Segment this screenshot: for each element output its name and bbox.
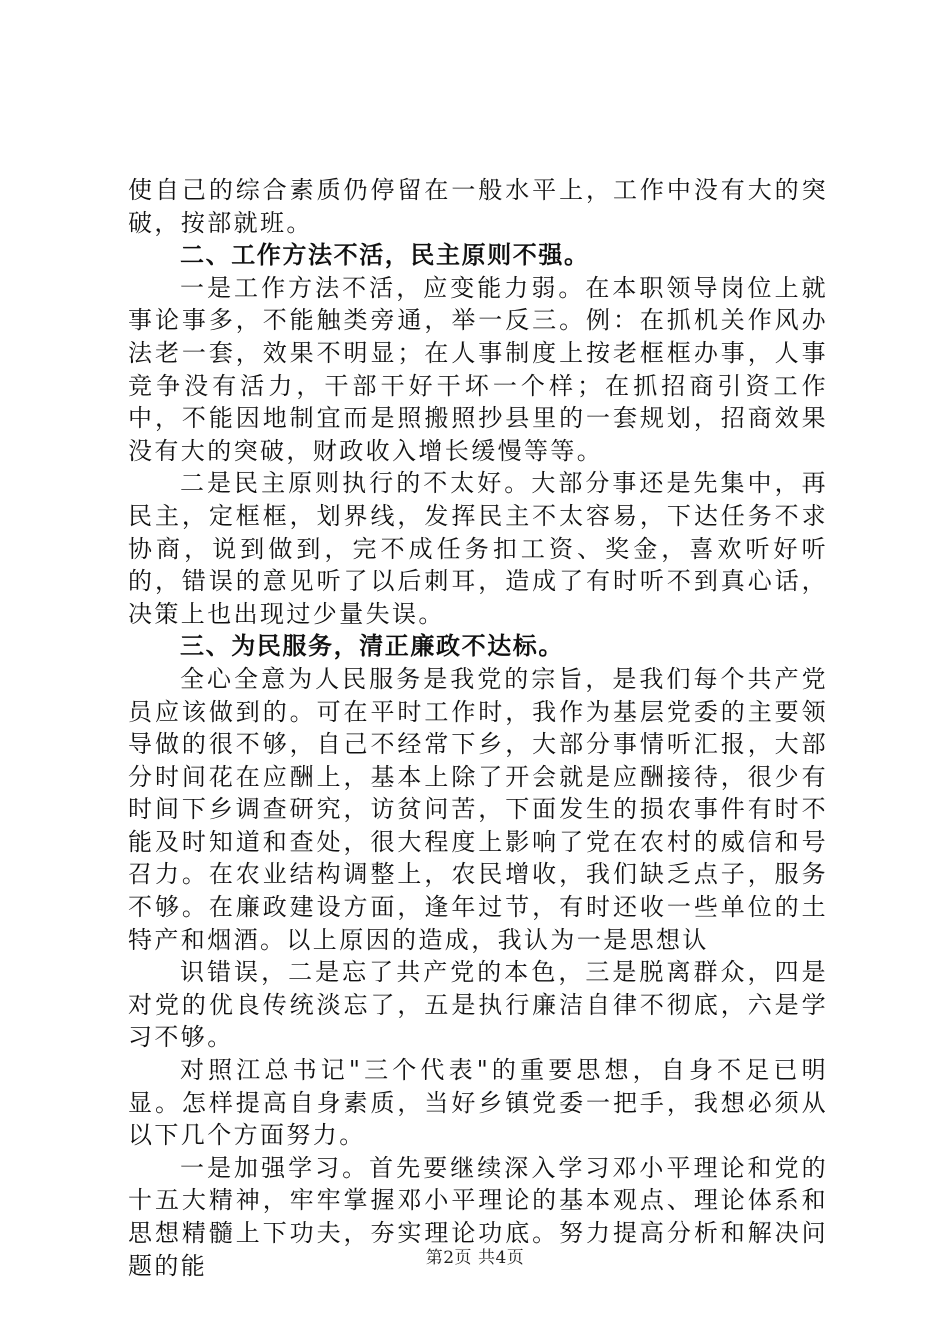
- body-paragraph-3: 一是工作方法不活，应变能力弱。在本职领导岗位上就事论事多，不能触类旁通，举一反三。例：在抓机关作风办法老一套，效果不明显；在人事制度上按老框框办事，人事竞争没有活力，干部干好干坏一个样；在抓招商引资工作中，不能因地制宜而是照搬照抄县里的一套规划，招商效果没有大的突破，财政收入增长缓慢等等。: [128, 273, 828, 465]
- page-number-footer: 第2页 共4页: [425, 1248, 525, 1268]
- section-heading-2: 二、工作方法不活，民主原则不强。: [180, 241, 590, 270]
- body-paragraph-9: 一是加强学习。首先要继续深入学习邓小平理论和党的十五大精神，牢牢掌握邓小平理论的基本观点、理论体系和思想精髓上下功夫，夯实理论功底。努力提高分析和解决问题的能: [128, 1153, 828, 1280]
- body-paragraph-8: 对照江总书记"三个代表"的重要思想，自身不足已明显。怎样提高自身素质，当好乡镇党委一把手，我想必须从以下几个方面努力。: [128, 1056, 828, 1150]
- body-paragraph-7: 识错误，二是忘了共产党的本色，三是脱离群众，四是对党的优良传统淡忘了，五是执行廉洁自律不彻底，六是学习不够。: [128, 958, 828, 1052]
- body-paragraph-4: 二是民主原则执行的不太好。大部分事还是先集中，再民主，定框框，划界线，发挥民主不太容易，下达任务不求协商，说到做到，完不成任务扣工资、奖金，喜欢听好听的，错误的意见听了以后刺耳，造成了有时听不到真心话，决策上也出现过少量失误。: [128, 469, 828, 628]
- body-paragraph-1: 使自己的综合素质仍停留在一般水平上，工作中没有大的突破，按部就班。: [128, 176, 828, 237]
- document-body: [128, 174, 828, 1282]
- body-paragraph-6: 全心全意为人民服务是我党的宗旨，是我们每个共产党员应该做到的。可在平时工作时，我作为基层党委的主要领导做的很不够，自己不经常下乡，大部分事情听汇报，大部分时间花在应酬上，基本上除了开会就是应酬接待，很少有时间下乡调查研究，访贫问苦，下面发生的损农事件有时不能及时知道和查处，很大程度上影响了党在农村的威信和号召力。在农业结构调整上，农民增收，我们缺乏点子，服务不够。在廉政建设方面，逢年过节，有时还收一些单位的土特产和烟酒。以上原因的造成，我认为一是思想认: [128, 664, 828, 954]
- section-heading-3: 三、为民服务，清正廉政不达标。: [180, 632, 564, 661]
